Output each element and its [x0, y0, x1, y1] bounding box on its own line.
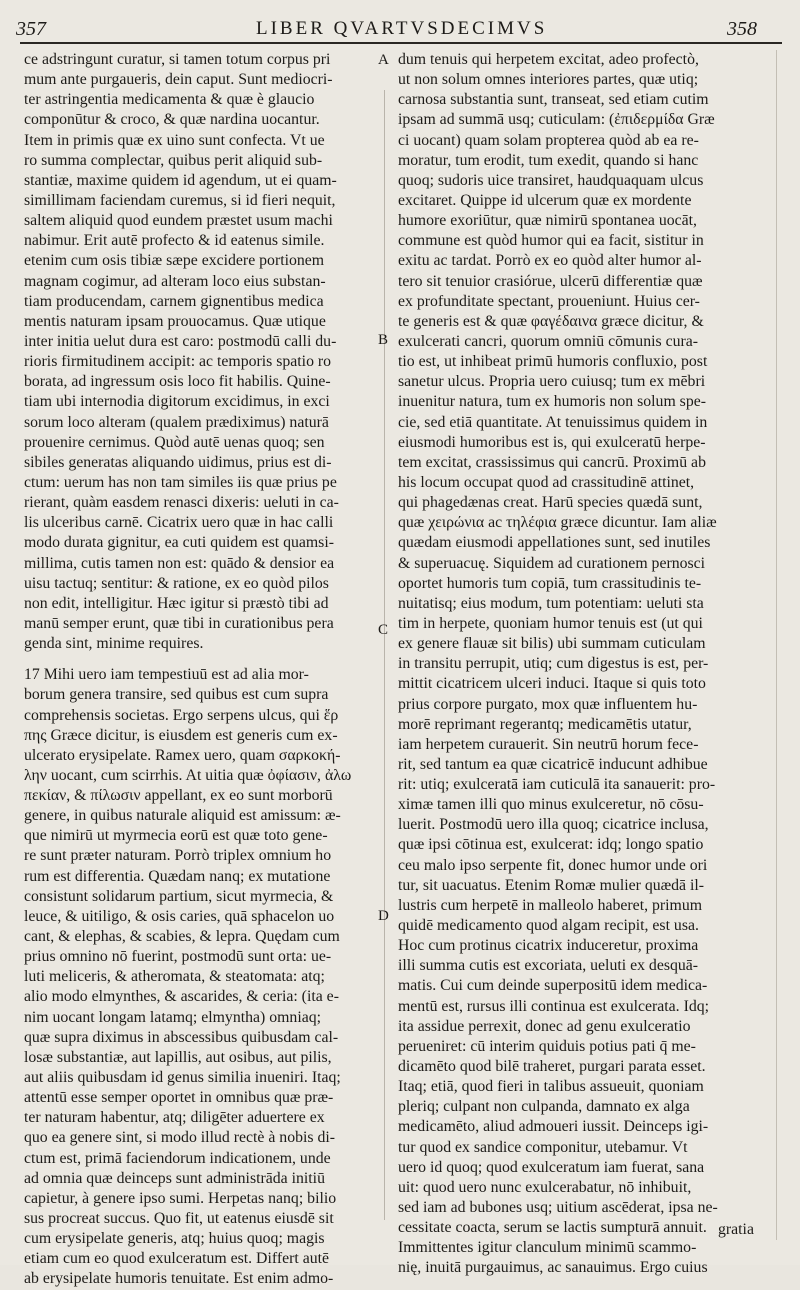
text-line: sanetur ulcus. Propria uero cuiusq; tum ex mēbri — [398, 373, 706, 391]
text-line: sibiles generatas aliquando uidimus, prius est di- — [24, 453, 332, 471]
text-line: his locum occupat quod ad crassitudinē attinet, — [398, 473, 695, 491]
text-line: ctum: uerum has non tam similes iis quæ prius pe — [24, 473, 337, 491]
text-line: tim in herpete, quoniam humor tenuis est (ut qui — [398, 614, 703, 632]
text-line: sus procreat succus. Quo fit, ut eatenus eiusdē sit — [24, 1210, 334, 1228]
text-line: ex profunditate spectant, proueniunt. Huius cer- — [398, 292, 700, 310]
text-line: commune est quòd humor qui ea facit, sistitur in — [398, 232, 704, 250]
text-line: uisu tactuq; sentitur: & ratione, ex eo quòd pilos — [24, 574, 329, 592]
text-line — [24, 654, 380, 665]
text-line: rierant, quàm easdem renasci dixeris: ueluti in ca- — [24, 494, 339, 512]
right-column — [398, 50, 764, 1279]
text-line: matis. Cui cum deinde superpositū idem medica- — [398, 977, 708, 995]
text-line: prius corpore purgato, mox quæ influentem hu- — [398, 695, 698, 713]
text-line: ulcerato erysipelate. Ramex uero, quam σαρκοκή- — [24, 746, 341, 764]
text-line: borum genera transire, sed quibus est cum supra — [24, 686, 329, 704]
text-line: quoq; sudoris uice transiret, haudquaquam ulcus — [398, 171, 704, 189]
text-line: attentū esse semper oportet in omnibus quæ præ- — [24, 1089, 334, 1107]
text-line: inter initia uelut dura est caro: postmodū calli du- — [24, 332, 337, 350]
text-line: lustris cum herpetē in malleolo haberet, primum — [398, 896, 703, 914]
page-edge-line — [776, 50, 777, 1240]
text-line: borata, ad ingressum osis loco fit habilis. Quine- — [24, 373, 331, 391]
text-line: nuitatisq; eius modum, tum potentiam: ueluti sta — [398, 594, 704, 612]
text-line: sed iam ad bubones usq; uitium ascēderat, ipsa ne- — [398, 1199, 718, 1217]
catchword: gratia — [718, 1221, 754, 1238]
text-line: ximæ tamen illi quo minus exulceretur, nō cōsu- — [398, 796, 704, 814]
text-line: luti meliceris, & atheromata, & steatomata: atq; — [24, 968, 325, 986]
header-rule — [20, 42, 782, 44]
text-line: λην uocant, cum scirrhis. At uitia quæ ὀφίασιν, ἀλω — [24, 766, 352, 784]
left-column — [24, 50, 380, 1290]
text-line: quædam eiusmodi appellationes sunt, sed inutiles — [398, 534, 711, 552]
text-line: non edit, intelligitur. Hæc igitur si præstò tibi ad — [24, 594, 329, 612]
text-line: nabimur. Erit autē profecto & id eatenus simile. — [24, 232, 325, 250]
text-line: perueniret: cū interim quiduis potius pati q̄ me- — [398, 1037, 696, 1055]
text-line: rit, sed tantum ea quæ cicatricē inducunt adhibue — [398, 755, 708, 773]
text-line: losæ substantiæ, aut lapillis, aut osibus, aut pilis, — [24, 1048, 332, 1066]
text-line: quidē medicamento quod algam recipit, est usa. — [398, 917, 699, 935]
text-line: capietur, à genere ipso sumi. Herpetas nanq; bilio — [24, 1189, 337, 1207]
text-line: Immittentes igitur clanculum minimū scammo- — [398, 1239, 697, 1257]
text-line: simillimam faciendam curemus, si id fieri nequit, — [24, 191, 336, 209]
text-line: ceu malo ipso serpente fit, donec humor unde ori — [398, 856, 708, 874]
text-line: πης Græce dicitur, is eiusdem est generis cum ex- — [24, 726, 338, 744]
text-line: moratur, tum erodit, tum exedit, quando si hanc — [398, 151, 699, 169]
text-line: alio modo elmynthes, & ascarides, & ceria: (ita e- — [24, 988, 339, 1006]
text-line: leuce, & uitiligo, & osis caries, quā sphacelon uo — [24, 907, 335, 925]
text-line: carnosa substantia sunt, transeat, sed etiam cutim — [398, 91, 709, 109]
text-line: & superuacuę. Siquidem ad curationem pernosci — [398, 554, 706, 572]
text-line: uit: quod uero nunc exulcerabatur, nō inhibuit, — [398, 1178, 692, 1196]
text-line: cie, sed etiā quantitate. At tenuissimus quidem in — [398, 413, 708, 431]
text-line: tur, sit uacuatus. Etenim Romæ mulier quædā il- — [398, 876, 705, 894]
text-line: saltem aliquid quod eundem præstet usum machi — [24, 212, 333, 230]
text-line: ita assidue perrexit, donec ad genu exulceratio — [398, 1017, 691, 1035]
text-line: comprehensis societas. Ergo serpens ulcus, qui ἕρ — [24, 706, 339, 724]
text-line: millima, cutis tamen non est: quādo & densior ea — [24, 554, 335, 572]
text-line: qui phagedænas creat. Harū species quædā sunt, — [398, 494, 703, 512]
text-line: genere, in quibus naturale aliquid est amissum: æ- — [24, 807, 341, 825]
text-line: ex genere flauæ sit bilis) ubi summam cuticulam — [398, 635, 706, 653]
text-line: mittit cicatricem ulceri induci. Itaque si quis toto — [398, 675, 706, 693]
text-line: uero id quoq; quod exulceratum iam fuerat, sana — [398, 1158, 705, 1176]
text-line: etenim cum osis tibiæ sæpe excidere portionem — [24, 252, 325, 270]
text-line: quo ea genere sint, si modo illud rectè à nobis di- — [24, 1129, 336, 1147]
text-line: genda sint, minime requires. — [24, 635, 204, 653]
text-line: ipsam ad summā usq; cuticulam: (ἐπιδερμίδα Græ — [398, 111, 715, 129]
text-line: tem excitat, crassissimus qui cancrū. Proximū ab — [398, 453, 706, 471]
page-number-left: 357 — [16, 18, 46, 40]
running-title: LIBER QVARTVSDECIMVS — [256, 18, 548, 39]
text-line: re sunt præter naturam. Porrò triplex omnium ho — [24, 847, 332, 865]
text-line: tero sit tenuior crasiórue, ulcerū differentiæ quæ — [398, 272, 703, 290]
text-line: magnam cogimur, ad alteram loco eius substan- — [24, 272, 326, 290]
text-line: πεκίαν, & πίλωσιν appellant, ex eo sunt morborū — [24, 787, 333, 805]
text-line: mentis naturam ipsam prouocamus. Quæ utique — [24, 312, 326, 330]
text-line: ter naturam habentur, atq; diligēter aduertere ex — [24, 1109, 325, 1127]
text-line: te generis est & quæ φαγέδαινα græce dicitur, & — [398, 312, 704, 330]
column-divider — [384, 90, 385, 1220]
text-line: prius omnino nō fuerint, postmodū sunt orta: ue- — [24, 948, 332, 966]
text-line: nię, inuitā purgauimus, ac sanauimus. Ergo cuius — [398, 1259, 708, 1277]
text-line: quæ χειρώνια ac τηλέφια græce dicuntur. Iam aliæ — [398, 514, 717, 532]
text-line: rit: utiq; exulceratā iam cuticulā ita sanauerit: pro- — [398, 776, 716, 794]
text-line: consistunt solidarum partium, sicut myrmecia, & — [24, 887, 334, 905]
text-line: tiam ubi internodia digitorum excidimus, in exci — [24, 393, 330, 411]
text-line: ad omnia quæ deinceps sunt administrāda initiū — [24, 1169, 325, 1187]
text-line: mentū est, rursus illi continua est exulcerata. Idq; — [398, 997, 710, 1015]
text-line: etiam cum eo quod exulceratum est. Differt autē — [24, 1250, 330, 1268]
text-line: nim uocant longam latamq; elmyntha) omniaq; — [24, 1008, 322, 1026]
text-line: ro summa complectar, quibus perit aliquid sub- — [24, 151, 323, 169]
text-line: illi summa cutis est excoriata, ueluti ex desquā- — [398, 957, 699, 975]
text-line: ut non solum omnes interiores partes, quæ utiq; — [398, 71, 699, 89]
text-line: rum est differentia. Quædam nanq; ex mutatione — [24, 867, 331, 885]
text-line: stantiæ, maxime quidem id agendum, ut ei quam- — [24, 171, 337, 189]
text-line: ter astringentia medicamenta & quæ è glaucio — [24, 91, 315, 109]
text-line: exitu ac tardat. Porrò ex eo quòd alter humor al- — [398, 252, 702, 270]
text-line: ci uocant) quam solam propterea quòd ab ea re- — [398, 131, 699, 149]
text-line: manū semper erunt, quæ tibi in curationibus pera — [24, 614, 334, 632]
text-line: prouenire cernimus. Quòd autē uenas quoq; sen — [24, 433, 325, 451]
text-line: rioris firmitudinem accipit: ac temporis spatio ro — [24, 353, 332, 371]
text-line: in transitu perrupit, utiq; cum digestus is est, per- — [398, 655, 709, 673]
text-line: Item in primis quæ ex uino sunt confecta. Vt ue — [24, 131, 325, 149]
text-line: componūtur & croco, & quæ nardina uocantur. — [24, 111, 320, 129]
text-line: aut aliis quibusdam id genus similia inueniri. Itaq; — [24, 1069, 341, 1087]
text-line: cant, & elephas, & scabies, & lepra. Quędam cum — [24, 928, 340, 946]
text-line: quæ supra diximus in abscessibus quibusdam cal- — [24, 1028, 339, 1046]
text-line: dicamēto quod bilē traheret, purgari parata esset. — [398, 1058, 706, 1076]
text-line: 17 Mihi uero iam tempestiuū est ad alia mor- — [24, 666, 309, 684]
text-line: lis ulceribus carnē. Cicatrix uero quæ in hac calli — [24, 514, 334, 532]
text-line: exulcerati cancri, quorum omniū cōmunis cura- — [398, 332, 699, 350]
text-line: cum erysipelate generis, atq; huius quoq; magis — [24, 1230, 325, 1248]
text-line: modo durata gignitur, ea cuti quidem est quamsi- — [24, 534, 334, 552]
margin-letter-d: D — [378, 908, 389, 924]
text-line: inuenitur natura, tum ex humoris non solum spe- — [398, 393, 706, 411]
margin-letter-b: B — [378, 332, 389, 348]
text-line: quæ ipsi cōtinua est, exulcerat: idq; longo spatio — [398, 836, 704, 854]
text-line: pleriq; culpant non culpanda, damnato ex alga — [398, 1098, 690, 1116]
text-line: tur quod ex sandice componitur, utebamur. Vt — [398, 1138, 688, 1156]
margin-letter-c: C — [378, 622, 389, 638]
text-line: mum ante purgaueris, dein caput. Sunt mediocri- — [24, 71, 333, 89]
text-line: Hoc cum protinus cicatrix induceretur, proxima — [398, 937, 699, 955]
margin-letter-a: A — [378, 52, 389, 68]
text-line: Itaq; etiā, quod fieri in talibus assueuit, quoniam — [398, 1078, 704, 1096]
text-line: medicamēto, aliud admoueri iussit. Deinceps igi- — [398, 1118, 709, 1136]
text-line: ctum est, primā faciendorum indicationem, unde — [24, 1149, 331, 1167]
text-line: tio est, ut inhibeat primū humoris confluxio, post — [398, 353, 708, 371]
text-line: morē reprimant regerantq; medicamētis utatur, — [398, 715, 692, 733]
text-line: sorum loco alteram (qualem prædiximus) naturā — [24, 413, 329, 431]
text-line: tiam producendam, carnem gignentibus medica — [24, 292, 324, 310]
text-line: que nimirū ut myrmecia eorū est quæ toto gene- — [24, 827, 328, 845]
text-line: iam herpetem curauerit. Sin neutrū horum fece- — [398, 735, 699, 753]
text-line: eiusmodi humoribus est is, qui exulceratū herpe- — [398, 433, 706, 451]
text-line: ce adstringunt curatur, si tamen totum corpus pri — [24, 51, 331, 68]
text-line: dum tenuis qui herpetem excitat, adeo profectò, — [398, 51, 699, 68]
text-line: luerit. Postmodū uero illa quoq; cicatrice inclusa, — [398, 816, 709, 834]
text-line: oportet humoris tum copiā, tum crassitudinis te- — [398, 574, 702, 592]
page-number-right: 358 — [727, 18, 757, 40]
text-line: cessitate coacta, serum se lactis sumpturā annuit. — [398, 1219, 707, 1237]
text-line: ab erysipelate humoris tenuitate. Est enim admo- — [24, 1270, 334, 1288]
text-line: excitaret. Quippe id ulcerum quæ ex mordente — [398, 191, 692, 209]
text-line: humore exoriūtur, quæ nimirū spontanea uocāt, — [398, 212, 697, 230]
